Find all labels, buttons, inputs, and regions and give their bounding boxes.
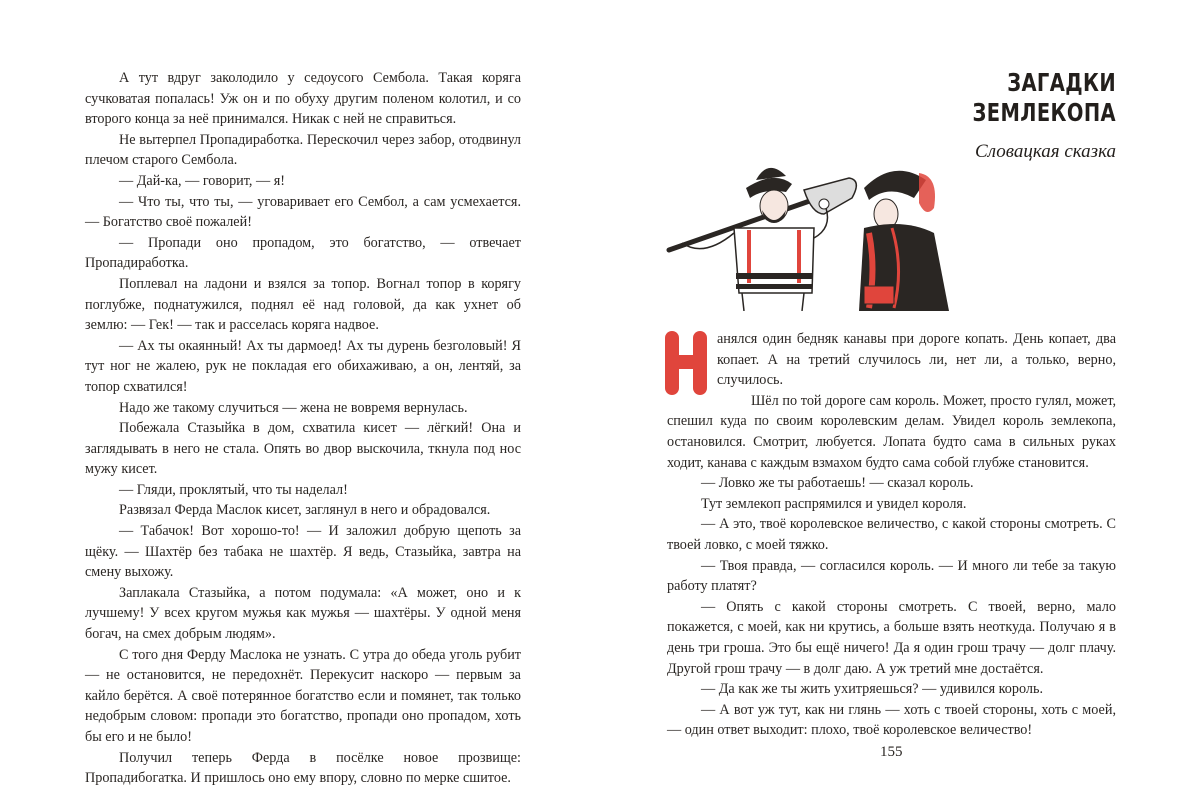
dropcap-letter	[665, 331, 707, 395]
paragraph: — Дай-ка, — говорит, — я!	[119, 172, 285, 189]
title-line-1: ЗАГАДКИ	[1007, 68, 1116, 97]
paragraph: — Что ты, что ты, — уговаривает его Сембол, а сам усмехается. — Богатство своё пожалей!	[85, 193, 521, 231]
story-title	[972, 68, 1116, 128]
paragraph: — Гляди, проклятый, что ты наделал!	[119, 481, 348, 498]
left-page-body	[85, 68, 521, 789]
right-page-body	[667, 329, 1116, 741]
illustration-digger-and-king	[664, 118, 949, 311]
paragraph: С того дня Ферду Маслока не узнать. С утра до обеда уголь рубит — не остановится, не передохнёт. Перекусит наскоро — первым за кайло берётся. А своё потерянное богатство если и помянет, так только недобрым словом: пропади это богатство, пропади оно пропадом, хоть бы его и не было!	[85, 646, 521, 745]
page-number: 155	[880, 744, 903, 760]
paragraph: Поплевал на ладони и взялся за топор. Вогнал топор в корягу поглубже, поднатужился, поднял её над головой, да как ухнет об землю: — Гек! — так и расселась коряга надвое.	[85, 275, 521, 334]
paragraph: А тут вдруг заколодило у седоусого Сембола. Такая коряга сучковатая попалась! Уж он и по обуху другим поленом колотил, и со второго конца за неё принимался. Никак с ней не справиться.	[85, 70, 521, 128]
paragraph: Не вытерпел Пропадиработка. Перескочил через забор, отодвинул плечом старого Сембола.	[85, 131, 521, 169]
paragraph: — Пропади оно пропадом, это богатство, — отвечает Пропадиработка.	[85, 234, 521, 272]
paragraph: Заплакала Стазыйка, а потом подумала: «А может, оно и к лучшему! У всех кругом мужья как мужья — шахтёры. У одной меня богач, на смех добрым людям».	[85, 584, 521, 643]
story-subtitle: Словацкая сказка	[975, 141, 1116, 162]
paragraph: — Ловко же ты работаешь! — сказал король.	[701, 475, 974, 492]
first-paragraph	[667, 329, 1116, 391]
first-paragraph-text: анялся один бедняк канавы при дороге копать. День копает, два копает. А на третий случилось ли, нет ли, а только, верно, случилось.	[717, 331, 1116, 389]
paragraph: — А вот уж тут, как ни глянь — хоть с твоей стороны, хоть с моей, — один ответ выходит: плохо, твоё королевское величество!	[667, 701, 1116, 739]
paragraph: Получил теперь Ферда в посёлке новое прозвище: Пропадибогатка. И пришлось оно ему впору, словно по мерке сшитое.	[85, 749, 521, 787]
paragraph: Надо же такому случиться — жена не вовремя вернулась.	[119, 399, 468, 416]
paragraph: Побежала Стазыйка в дом, схватила кисет — лёгкий! Она и заглядывать в него не стала. Опять во двор выскочила, ткнула под нос мужу кисет.	[85, 420, 521, 478]
paragraph: — Да как же ты жить ухитряешься? — удивился король.	[701, 681, 1044, 698]
paragraph: — Твоя правда, — согласился король. — И много ли тебе за такую работу платят?	[667, 557, 1116, 595]
paragraph: Тут землекоп распрямился и увидел короля.	[701, 495, 967, 512]
title-line-2: ЗЕМЛЕКОПА	[972, 98, 1116, 127]
paragraph: — А это, твоё королевское величество, с какой стороны смотреть. С твоей ловко, с моей тяжко.	[667, 516, 1116, 553]
paragraph: — Ах ты окаянный! Ах ты дармоед! Ах ты дурень безголовый! Я тут ног не жалею, рук не покладая его обихаживаю, а он, лентяй, за топор схватился!	[85, 337, 521, 395]
paragraph: Развязал Ферда Маслок кисет, заглянул в него и обрадовался.	[119, 502, 491, 519]
paragraph: — Табачок! Вот хорошо-то! — И заложил добрую щепоть за щёку. — Шахтёр без табака не шахтёр. Я ведь, Стазыйка, завтра на смену выхожу.	[85, 523, 521, 581]
paragraph: Шёл по той дороге сам король. Может, просто гулял, может, спешил куда по своим королевским делам. Увидел король землекопа, остановился. Смотрит, любуется. Лопата будто сама в сильных руках ходит, канава с каждым взмахом будто сама собой глубже становится.	[667, 392, 1116, 471]
paragraph: — Опять с какой стороны смотреть. С твоей, верно, мало покажется, с моей, как ни крутись, а больше взять неоткуда. Получаю я в день три гроша. Это бы ещё ничего! Да я один грош трачу — долг плачу. Другой грош трачу — в долг даю. А уж третий мне достаётся.	[667, 598, 1116, 677]
